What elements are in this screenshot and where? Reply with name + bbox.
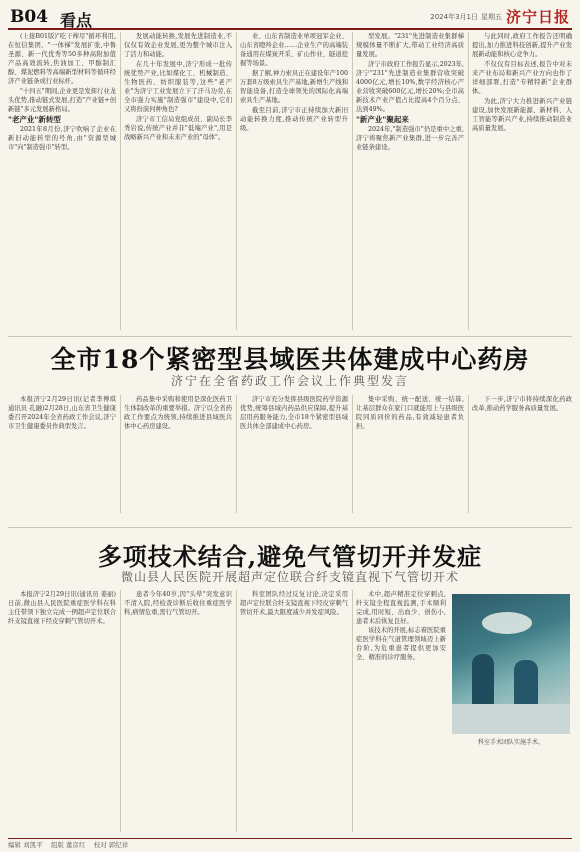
paragraph: 本报济宁2月29日讯(通讯员 姜丽)日前,微山县人民医院重症医学科在科主任带领下独立完成一例超声定位联合纤支镜直视下经皮穿刺气管切开术。 bbox=[8, 591, 116, 625]
photo-caption: 科室手术团队实施手术。 bbox=[477, 739, 544, 746]
paragraph: 济宁市充分发挥县级医院药学资源优势,统筹县域内药品供应保障,提升基层用药服务能力,全市18个紧密型县域医共体全部建成中心药房。 bbox=[240, 396, 348, 430]
paragraph: 2024年,"制造强市"仍是重中之重,济宁将聚焦新产业集群,进一步完善产业链条建设。 bbox=[356, 126, 464, 151]
article-column-3 bbox=[240, 32, 348, 332]
paragraph: 在几十年发展中,济宁形成一批传统优势产业,比如煤化工、机械制造、生物医药、纺织服装等,这些"老产业"为济宁工业发展立下了汗马功劳,在全市强力实施"制造强市"建设中,它们又将扮演何种角色? bbox=[124, 61, 232, 113]
page-number: B04 bbox=[10, 7, 49, 27]
story1-column-4 bbox=[356, 395, 464, 515]
page-footer bbox=[8, 838, 572, 851]
column-divider bbox=[352, 590, 353, 832]
column-divider bbox=[468, 395, 469, 513]
story2-column-3 bbox=[240, 590, 348, 835]
paragraph: 药品集中采购和使用是深化医药卫生体制改革的重要举措。济宁以全省药政工作要点为统领,持续推进县域医共体中心药房建设。 bbox=[124, 396, 232, 430]
paragraph: 下一步,济宁市将持续深化药政改革,推动药学服务高质量发展。 bbox=[472, 396, 572, 412]
story2-column-1 bbox=[8, 590, 116, 835]
paragraph: 发展动能转换,发展先进制造业,不仅仅有效企业发展,更为整个城市注入了活力和动能。 bbox=[124, 33, 232, 58]
subheading: "新产业"聚起来 bbox=[356, 115, 409, 124]
column-divider bbox=[236, 32, 237, 330]
paragraph: 为此,济宁大力推进新兴产业链建设,加快发展新能源、新材料、人工智能等新兴产业,持续推动制造业高质量发展。 bbox=[472, 98, 572, 132]
paragraph: (上接B01版)"吃干榨尽"循环利用,在恒信集团、"一体梯"发展扩张,中鲁圣源、新一代优秀等50多种高附加值产品高效流转,焦油加工、甲醇制汇醇、煤泥燃料等高端新型材料等循环经济产业链条成行业标杆。 bbox=[8, 33, 116, 85]
paragraph: 患者今年40岁,因"头晕"突发意识不清入院,经检查诊断后收住重症医学科,病情危重,需行气管切开。 bbox=[124, 591, 232, 616]
subtitle-medical-community: 济宁在全省药政工作会议上作典型发言 bbox=[170, 374, 409, 388]
page-header bbox=[8, 6, 572, 30]
column-divider bbox=[352, 395, 353, 513]
section-divider bbox=[8, 336, 572, 337]
story1-column-3 bbox=[240, 395, 348, 515]
subtitle-tracheotomy: 微山县人民医院开展超声定位联合纤支镜直视下气管切开术 bbox=[120, 570, 459, 584]
column-divider bbox=[468, 32, 469, 330]
article-column-2 bbox=[124, 32, 232, 332]
paragraph: 业、山东省制造业单项冠军企业、山东省瞪羚企业……企业生产的高端装备通用在煤炭开采、矿山作业、隧道挖掘等场景。 bbox=[240, 33, 348, 67]
footer-layout: 组版 董彦红 bbox=[50, 841, 86, 849]
story1-column-1 bbox=[8, 395, 116, 515]
paragraph: 科室团队经过反复讨论,决定采用超声定位联合纤支镜直视下经皮穿刺气管切开术,最大限度减少并发症风险。 bbox=[240, 591, 348, 616]
paragraph: 与此同时,政府工作报告还明确提出,加力推进科技创新,提升产业发展新动能和核心竞争力。 bbox=[472, 33, 572, 58]
paragraph: 据了解,神力索具正在建设年产100万套8万级索具生产基地,新增生产线和智能设备,打造全球领先的国际化高端索具生产基地。 bbox=[240, 70, 348, 104]
issue-weekday: 星期五 bbox=[481, 13, 502, 21]
paragraph: "十四五"期间,企业更是发挥行业龙头优势,推动链式发展,打造"产业链+创新链"多元发展新格局。 bbox=[8, 88, 116, 113]
headline-tracheotomy: 多项技术结合,避免气管切开并发症 bbox=[97, 542, 483, 571]
column-divider bbox=[120, 32, 121, 330]
story2-column-4 bbox=[356, 590, 446, 835]
paragraph: 不仅仅有目标表述,报告中对未来产业布局和新兴产业方向也作了详细部署,打造"专精特新"企业群体。 bbox=[472, 61, 572, 95]
article-column-1 bbox=[8, 32, 116, 332]
paragraph: 截至目前,济宁市正持续加大新旧动能转换力度,推动传统产业转型升级。 bbox=[240, 107, 348, 132]
surgery-photo bbox=[452, 594, 570, 734]
footer-proof: 校对 郭纪祥 bbox=[93, 841, 129, 849]
surgical-lamp bbox=[482, 612, 532, 634]
operating-table bbox=[452, 704, 570, 734]
paragraph: 术中,超声精准定位穿刺点,纤支镜全程直视监测,手术顺利完成,用时短、出血少、创伤小,患者术后恢复良好。 bbox=[356, 591, 446, 625]
paragraph: 济宁市工信局党组成员、副局长李秀岩说,传统产业并非"低端产业",用是战略新兴产业和未来产业的"母体"。 bbox=[124, 116, 232, 141]
article-column-4 bbox=[356, 32, 464, 332]
paragraph: 2021年8月份,济宁吹响了企业在新旧动能转型的号角,由"资源型城市"向"制造强市"转型。 bbox=[8, 126, 116, 151]
column-divider bbox=[236, 590, 237, 832]
section-title: 看点 bbox=[60, 11, 93, 30]
column-divider bbox=[120, 395, 121, 513]
paragraph: 济宁市政府工作报告显示,2023年,济宁"231"先进制造业集群营收突破4000亿元,增长10%,数字经济核心产业营收突破600亿元,增长20%;全市高新技术产业产值占比提高4个百分点、达到49%。 bbox=[356, 61, 464, 113]
story1-column-5 bbox=[472, 395, 572, 515]
footer-editor: 编辑 刘凯平 bbox=[8, 841, 43, 849]
column-divider bbox=[120, 590, 121, 832]
paragraph: 型发展。"231"先进制造业集群梯规模体量不断扩大,带动工业经济高质量发展。 bbox=[356, 33, 464, 58]
article-column-5 bbox=[472, 32, 572, 332]
paragraph: 本报济宁2月29日讯(记者李博琪 通讯员 孔融)2月28日,山东省卫生健康委召开2024年全省药政工作会议,济宁市卫生健康委员作典型发言。 bbox=[8, 396, 116, 430]
paragraph: 该技术的开展,标志着医院重症医学科在气道管理领域迈上新台阶,为危重患者提供更加安全、精准的诊疗服务。 bbox=[356, 627, 446, 661]
column-divider bbox=[352, 32, 353, 330]
headline-medical-community: 全市18个紧密型县域医共体建成中心药房 bbox=[50, 345, 530, 374]
subheading: "老产业"新转型 bbox=[8, 115, 61, 124]
story2-column-2 bbox=[124, 590, 232, 835]
column-divider bbox=[236, 395, 237, 513]
issue-date: 2024年3月1日 bbox=[430, 13, 478, 21]
section-divider bbox=[8, 527, 572, 528]
story1-column-2 bbox=[124, 395, 232, 515]
paragraph: 集中采购、统一配送、统一结算,让基层群众在家门口就能用上与县级医院同质同价的药品,有效减轻患者负担。 bbox=[356, 396, 464, 430]
newspaper-masthead: 济宁日报 bbox=[505, 8, 570, 26]
